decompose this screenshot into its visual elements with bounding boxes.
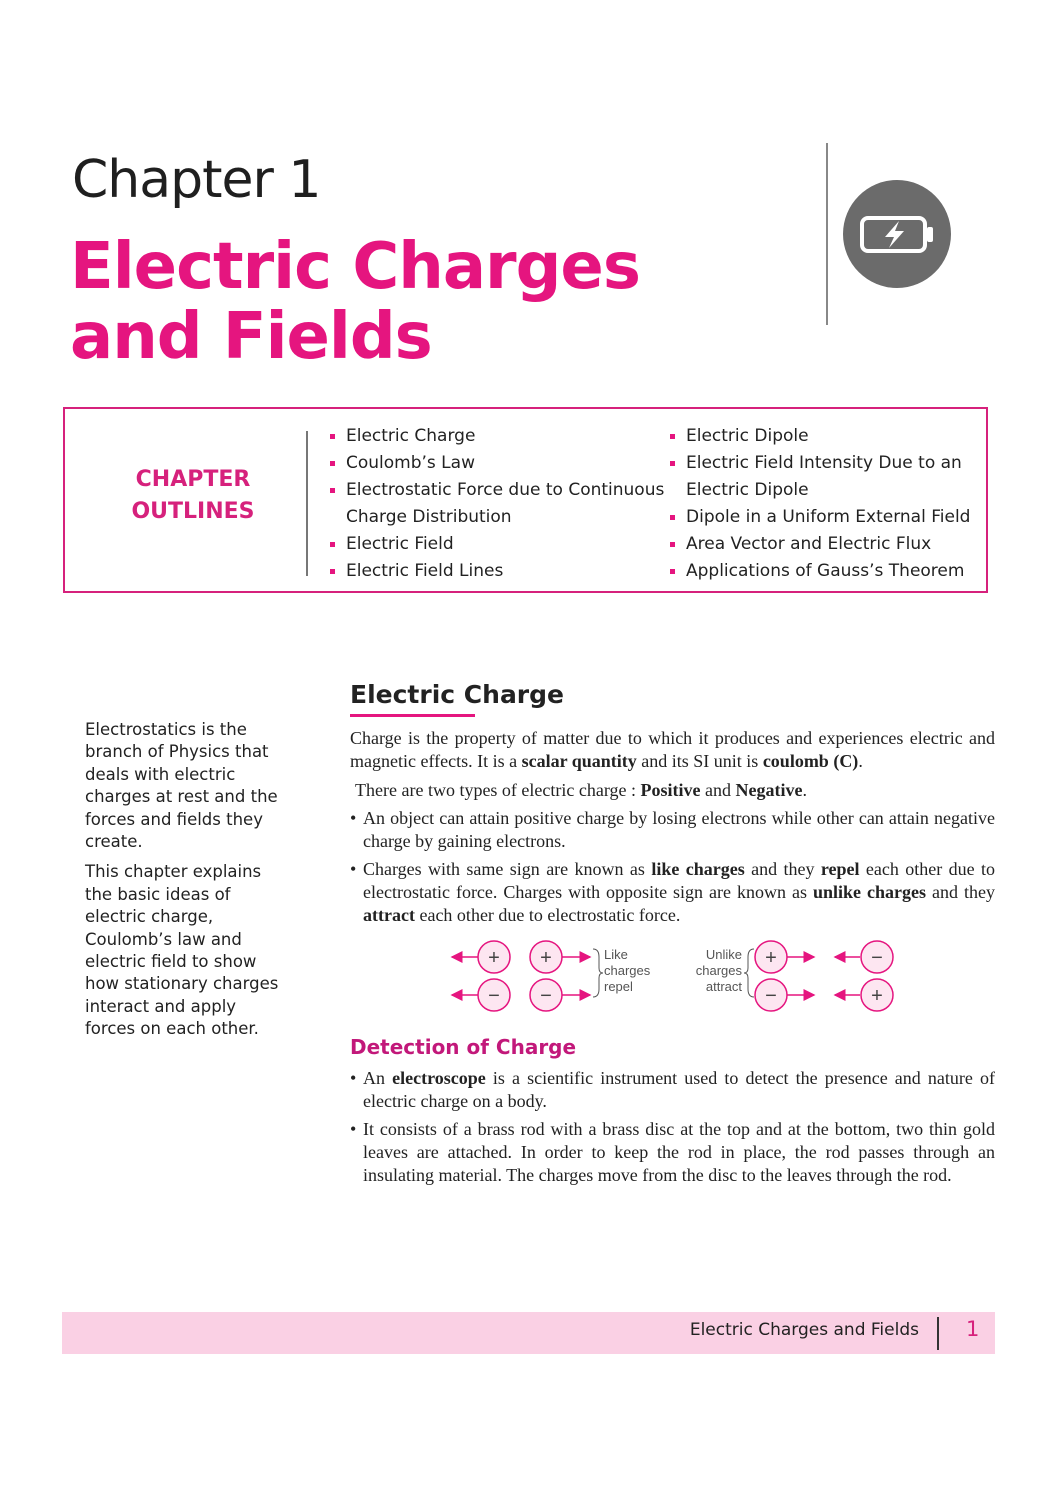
unlike-label: charges [695,963,742,978]
bold-term: repel [820,859,860,879]
subsection-heading: Detection of Charge [350,1035,577,1059]
like-label: repel [604,979,633,994]
outline-heading-line1: CHAPTER [135,467,251,492]
plus-sign: + [488,947,500,969]
footer-divider [937,1317,939,1350]
text-run: and they [744,859,821,879]
like-label: Like [604,947,628,962]
text-run: is a scientific instrument used to detect the presence and nature of electric charge on a body. [363,1068,996,1111]
footer-title: Electric Charges and Fields [689,1320,919,1340]
outline-item: Electric Dipole [668,423,978,450]
outline-item-continued: Electric Dipole [686,480,809,500]
unlike-label: attract [705,979,742,994]
sidebar-paragraph: This chapter explains the basic ideas of electric charge, Coulomb’s law and electric field to show how stationary charges interact and apply forces on each other. [85,862,279,1039]
bold-term: like charges [651,859,745,879]
bold-term: unlike charges [813,882,927,902]
text-run: and they [926,882,996,902]
bold-term: electroscope [392,1068,486,1088]
outline-heading-line2: OUTLINES [131,499,255,524]
minus-sign: − [765,985,777,1007]
text-run: An [363,1068,393,1088]
outline-item: Area Vector and Electric Flux [668,531,978,558]
list-item: • It consists of a brass rod with a brass disc at the top and at the bottom, two thin gold leaves are attached. In order to keep the rod in place, the rod passes through an insulating material. The charges move from the disc to the leaves through the rod. [350,1118,995,1187]
detection-bullet-list [350,1067,995,1192]
outline-item: Electric Charge [328,423,668,450]
unlike-label: Unlike [705,947,742,962]
minus-sign: − [488,985,500,1007]
text-run: and its SI unit is [636,751,763,771]
text-run: . [802,780,808,800]
unlike-brace [744,949,754,997]
text-run: . [858,751,863,771]
outline-item-continued: Charge Distribution [346,507,512,527]
outline-item: Electric Field [328,531,668,558]
minus-sign: − [540,985,552,1007]
chapter-outline-box [63,407,988,593]
section-heading: Electric Charge [350,680,564,709]
text-run: and [700,780,736,800]
text-run: each other due to electrostatic force. Charges with opposite sign are known as [363,859,995,902]
list-item: • An object can attain positive charge by losing electrons while other can attain negative charge by gaining electrons. [350,807,995,853]
list-item [350,858,995,927]
header-divider [826,143,828,325]
like-label: charges [604,963,651,978]
chapter-title-line1: Electric Charges [70,230,640,304]
plus-sign: + [765,947,777,969]
text-run: There are two types of electric charge : [355,780,641,800]
charge-bullet-list [350,807,995,932]
bold-term: coulomb (C) [762,751,859,771]
sidebar-paragraph: Electrostatics is the branch of Physics that deals with electric charges at rest and the forces and fields they create. [85,720,278,852]
chapter-title [70,232,640,372]
text-run: each other due to electrostatic force. [414,905,681,925]
list-item [350,1067,995,1113]
like-brace [593,949,603,997]
outline-item: Electric Field Intensity Due to an [668,450,978,477]
outline-item: Applications of Gauss’s Theorem [668,558,978,585]
bold-term: attract [363,905,415,925]
plus-sign: + [871,985,883,1007]
charge-interaction-diagram [440,935,910,1015]
bold-term: Negative [735,780,803,800]
text-run: Charge is the property of matter due to which it produces and experiences electric and magnetic effects. It is a [350,728,995,771]
outline-column-2 [668,423,978,585]
outline-item: Electrostatic Force due to Continuous [328,477,668,504]
outline-item: Coulomb’s Law [328,450,668,477]
battery-charging-icon [843,180,951,288]
chapter-label: Chapter 1 [72,150,321,210]
outline-item: Dipole in a Uniform External Field [668,504,978,531]
outline-divider [306,431,308,576]
outline-column-1 [328,423,668,585]
minus-sign: − [871,947,883,969]
plus-sign: + [540,947,552,969]
bold-term: Positive [640,780,701,800]
charge-types-paragraph [355,779,995,802]
chapter-title-line2: and Fields [70,300,432,374]
text-run: Charges with same sign are known as [363,859,652,879]
page-number: 1 [966,1317,980,1341]
section-heading-underline [350,714,475,717]
outline-item: Electric Field Lines [328,558,668,585]
bold-term: scalar quantity [521,751,637,771]
definition-paragraph [350,727,995,773]
sidebar-note [85,719,285,1049]
chapter-badge [843,180,951,288]
outline-heading [65,464,321,528]
